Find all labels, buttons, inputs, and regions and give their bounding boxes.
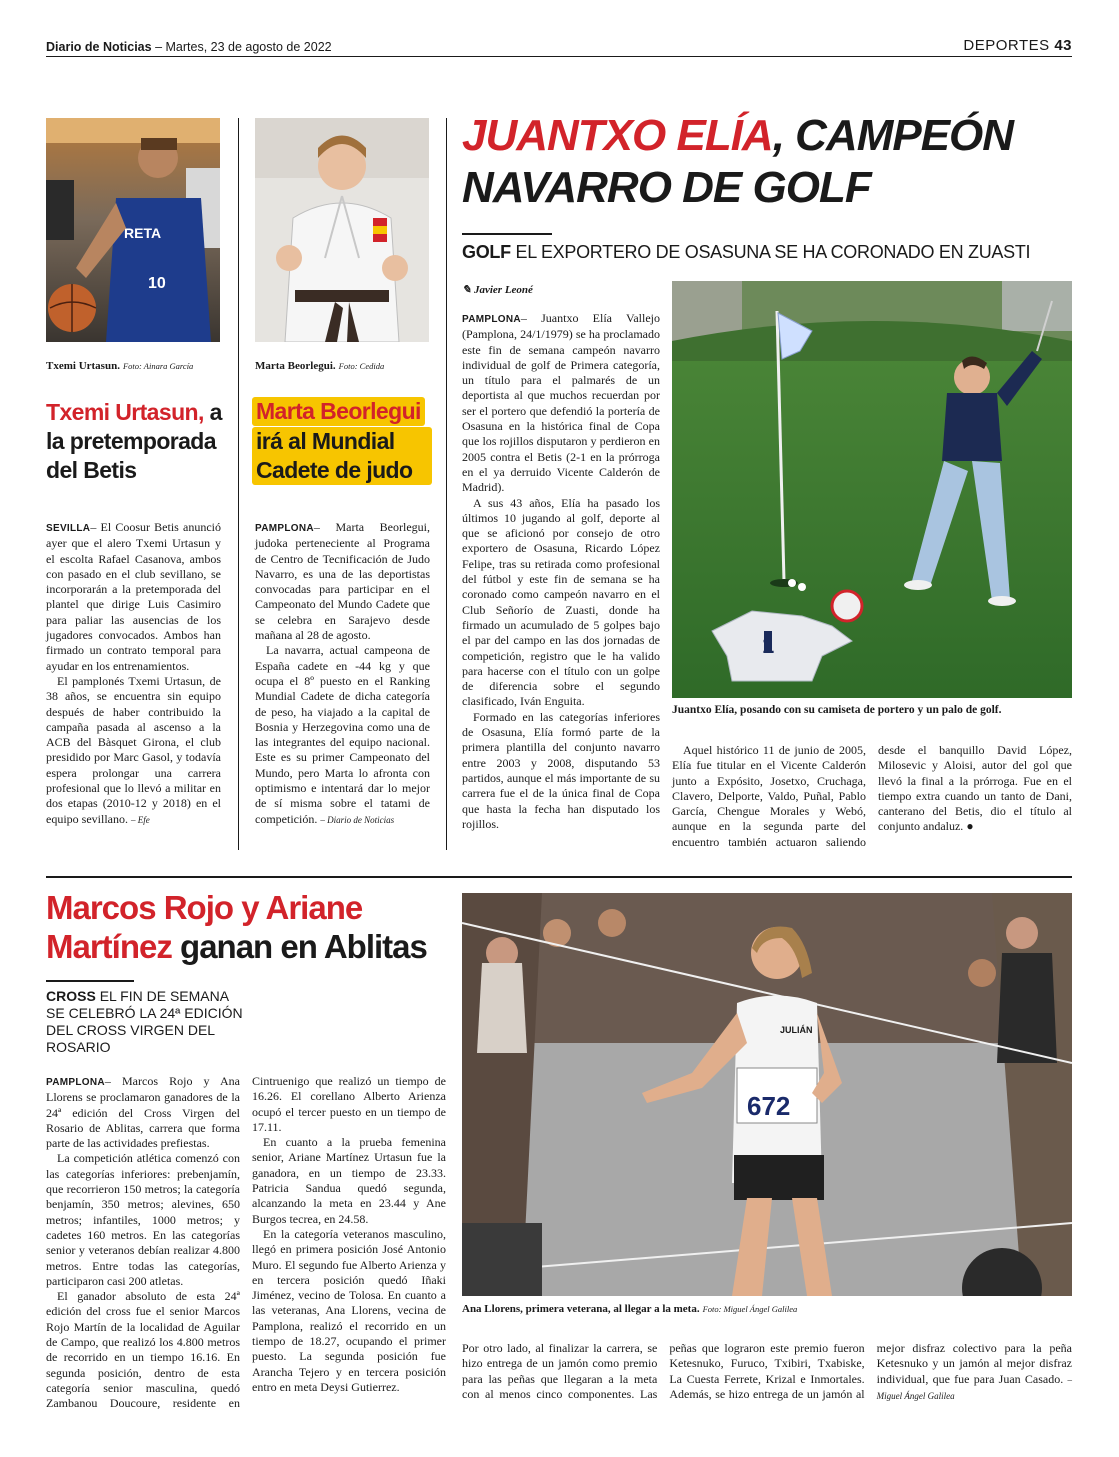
paragraph: – El Coosur Betis anunció ayer que el alero Txemi Urtasun y el escolta Rafael Casanova, ambos con pasado en el club sevillano, se incorporarán a la pretemporada del plantel que dirige Luis Casimiro para paliar las ausencias de los jugadores convocados. Ambos han firmado un contrato temporal para ayudar en los entrenamientos. xyxy=(46,520,221,673)
column-divider xyxy=(446,118,447,850)
dateline: SEVILLA xyxy=(46,523,91,534)
paragraph: Aquel histórico 11 de junio de 2005, Elía fue titular en el Vicente Calderón junto a Expósito, Josetxo, Cruchaga, Clavero, Delporte, Valdo, Puñal, Pablo García, Chengue Morales y Webó, aunque en la segunda parte del encuentro también actuaron saliendo desde el banquillo David López, Milosevic y Aloisi, autor del gol que llevó la final a la prórroga. Fue en el tiempo extra cuando un tanto de Dani, canterano del Betis, dio el título al conjunto andaluz. xyxy=(672,743,1072,849)
signature: – Efe xyxy=(130,814,150,825)
judoka-image xyxy=(255,118,429,342)
dateline: PAMPLONA xyxy=(255,523,314,534)
signature: – Diario de Noticias xyxy=(320,814,395,825)
page-header-right xyxy=(963,37,1072,54)
golf-article-body xyxy=(462,311,660,832)
headline-highlight: Martínez xyxy=(46,928,172,965)
shirt-text: JULIÁN xyxy=(780,1025,813,1035)
newspaper-name: Diario de Noticias xyxy=(46,40,152,54)
page-number: 43 xyxy=(1054,37,1072,54)
headline-text: ganan en Ablitas xyxy=(180,928,427,965)
dateline: PAMPLONA xyxy=(46,1077,105,1088)
headline-text: NAVARRO DE GOLF xyxy=(462,163,871,212)
golf-kicker xyxy=(462,242,1030,263)
issue-date: – Martes, 23 de agosto de 2022 xyxy=(155,40,332,54)
signature: – Miguel Ángel Galilea xyxy=(876,1374,1072,1401)
golf-photo xyxy=(672,281,1072,698)
cross-kicker xyxy=(46,988,246,1056)
marta-article-body xyxy=(255,520,430,828)
txemi-headline xyxy=(46,398,231,485)
paragraph: El pamplonés Txemi Urtasun, de 38 años, se encuentra sin equipo después de haber contribuido la campaña pasada al ascenso a la ACB del Bàsquet Girona, el club presidido por Marc Gasol, y todavía espera prolongar una carrera profesional que lo llevó a militar en dos etapas (2010-12 y 2018) en el equipo sevillano. xyxy=(46,673,221,826)
headline-highlight: Marta Beorlegui xyxy=(256,398,421,424)
txemi-photo xyxy=(46,118,220,342)
headline-text: a la pretemporada del Betis xyxy=(46,399,222,483)
caption-name: Marta Beorlegui. xyxy=(255,360,336,372)
kicker-section: CROSS xyxy=(46,988,96,1004)
kicker-section: GOLF xyxy=(462,242,511,262)
marta-photo xyxy=(255,118,429,342)
race-bib-number: 672 xyxy=(747,1091,791,1121)
cross-article-body xyxy=(46,1074,446,1422)
headline-highlight: Marcos Rojo y Ariane xyxy=(46,889,363,926)
paragraph: En la categoría veteranos masculino, llegó en primera posición José Antonio Muro. El segundo fue Alberto Arienza y en tercera posición quedó Iñaki Jiménez, vecino de Tolosa. En cuanto a las veteranas, Ana Llorens, vecina de Pamplona, realizó el recorrido en un tiempo de 18.27, ocupando el primer puesto. La segunda posición fue Arancha Tejero y en tercera posición entro en meta Deysi Gutierrez. xyxy=(252,1226,446,1394)
headline-text: , CAMPEÓN xyxy=(772,111,1014,160)
paragraph: El ganador absoluto de esta 24ª edición del cross fue el senior Marcos Rojo Martín de la localidad de Aguilar de Campo, que realizó los 4.800 metros de recorrido en un tiempo 16.16. En segunda posición, dentro de esta categoría senior masculina, quedó Zambanou Doucoure, residente en Cintruenigo que realizó un tiempo de 16.26. El corellano Alberto Arienza ocupó el tercer puesto en un tiempo de 17.11. xyxy=(46,1074,446,1411)
marta-photo-caption xyxy=(255,360,384,372)
paragraph: La competición atlética comenzó con las categorías inferiores: prebenjamín, que recorrieron 150 metros; la categoría benjamín, 350 metros; alevines, 650 metros; infantiles, 1000 metros; y cadetes 160 metros. En las categorías senior y veteranos debían realizar 4.800 metros. Entre todas las categorías, participaron casi 200 atletas. xyxy=(46,1151,240,1288)
headline-highlight: Txemi Urtasun, xyxy=(46,399,204,425)
runner-image xyxy=(462,893,1072,1296)
column-divider xyxy=(238,118,239,850)
caption-text: Ana Llorens, primera veterana, al llegar a la meta. xyxy=(462,1303,700,1315)
kicker-text: EL FIN DE SEMANA SE CELEBRÓ LA 24ª EDICIÓN DEL CROSS VIRGEN DEL ROSARIO xyxy=(46,988,243,1055)
photo-credit: Foto: Cedida xyxy=(338,361,385,371)
page-header-left xyxy=(46,40,332,54)
photo-credit: Foto: Miguel Ángel Galilea xyxy=(702,1304,798,1314)
txemi-article-body xyxy=(46,520,221,828)
end-mark: ● xyxy=(966,819,974,834)
header-rule xyxy=(46,56,1072,57)
txemi-photo-caption xyxy=(46,360,193,372)
golf-article-body-continued xyxy=(672,743,1072,850)
goalkeeper-jersey-number: 1 xyxy=(762,633,775,658)
paragraph: Formado en las categorías inferiores de Osasuna, Elía formó parte de la primera plantilla del conjunto navarro entre 2003 y 2008, disputando 53 partidos, aunque el más importante de su carrera fue el de la única final de Copa que hasta la fecha han disputado los rojillos. xyxy=(462,709,660,831)
dateline: PAMPLONA xyxy=(462,314,521,325)
cross-headline xyxy=(46,888,427,966)
cross-photo xyxy=(462,893,1072,1296)
section-divider xyxy=(46,876,1072,878)
paragraph: – Juantxo Elía Vallejo (Pamplona, 24/1/1979) se ha proclamado este fin de semana campeón navarro individual de golf de Primera categoría, un título para el palmarés de un deportista al que muchos recuerdan por ser el portero que defendió la portería de Osasuna en la histórica final de Copa que los rojillos disputaron y perdieron en 2005 contra el Betis (2-1 en la prórroga en el ya derruido Vicente Calderón de Madrid). xyxy=(462,311,660,495)
paragraph: Por otro lado, al finalizar la carrera, se hizo entrega de un jamón como premio para las peñas que llegaran a la meta con al menos cinco componentes. Las peñas que lograron este premio fueron Ketesnuko, Furuco, Txibiri, Txabiske, La Cuesta Ferrete, Krizal e Inmortales. Además, se hizo entrega de un jamón al mejor disfraz colectivo para la peña Ketesnuko y un jamón al mejor disfraz individual, que fue para Juan Casado. xyxy=(462,1341,1072,1401)
golf-byline: ✎ Javier Leoné xyxy=(462,284,533,296)
kicker-text: EL EXPORTERO DE OSASUNA SE HA CORONADO EN ZUASTI xyxy=(515,242,1031,262)
paragraph: – Marcos Rojo y Ana Llorens se proclamaron ganadores de la 24ª edición del Cross Virgen del Rosario de Ablitas, carrera que forma parte de las actividades prefiestas. xyxy=(46,1074,240,1151)
kicker-rule xyxy=(462,233,552,235)
golf-headline xyxy=(462,110,1013,214)
basketball-player-image xyxy=(46,118,220,342)
kicker-rule xyxy=(46,980,134,982)
headline-text: irá al Mundial Cadete de judo xyxy=(252,427,432,485)
jersey-sponsor-text: RETA xyxy=(124,225,162,241)
paragraph: La navarra, actual campeona de España cadete en -44 kg y que ocupa el 8º puesto en el Ranking Mundial Cadete de dicha categoría de peso, ha viajado a la capital de Bosnia y Herzegovina como una de las integrantes del equipo nacional. Este es su primer Campeonato del Mundo, pero Marta lo afronta con optimismo e intentará dar lo mejor de sí misma sobre el tatami de competición. xyxy=(255,643,430,826)
caption-name: Txemi Urtasun. xyxy=(46,360,120,372)
jersey-number: 10 xyxy=(148,275,166,292)
marta-headline xyxy=(252,397,432,486)
paragraph: A sus 43 años, Elía ha pasado los últimos 10 jugando al golf, deporte al que se aficionó por consejo de otro exportero de Osasuna, Ricardo López Felipe, tras su retirada como profesional del fútbol y este fin de semana se ha coronado como campeón navarro en el Club Señorío de Zuasti, donde ha firmado un acumulado de 5 golpes bajo el par del campo en las dos jornadas de competición, registro que le ha valido para hacerse con el título con un golpe de diferencia sobre el segundo clasificado, Iván Enguita. xyxy=(462,495,660,709)
golf-photo-caption: Juantxo Elía, posando con su camiseta de portero y un palo de golf. xyxy=(672,704,1002,716)
photo-credit: Foto: Ainara García xyxy=(122,361,194,371)
paragraph: En cuanto a la prueba femenina senior, Ariane Martínez Urtasun fue la ganadora, en un tiempo de 23.33. Patricia Sandua quedó segunda, alcanzando la meta en 23.44 y Ane Burgos tecrea, en 24.58. xyxy=(252,1135,446,1226)
section-name: DEPORTES xyxy=(963,37,1050,54)
cross-photo-caption xyxy=(462,1303,797,1315)
golfer-image xyxy=(672,281,1072,698)
headline-highlight: JUANTXO ELÍA xyxy=(462,111,773,160)
paragraph: – Marta Beorlegui, judoka perteneciente al Programa de Centro de Tecnificación de Judo Navarro, es una de las deportistas convocadas para participar en el Campeonato del Mundo Cadete que se celebra en Sarajevo desde mañana al 28 de agosto. xyxy=(255,520,430,643)
cross-article-body-continued xyxy=(462,1341,1072,1404)
